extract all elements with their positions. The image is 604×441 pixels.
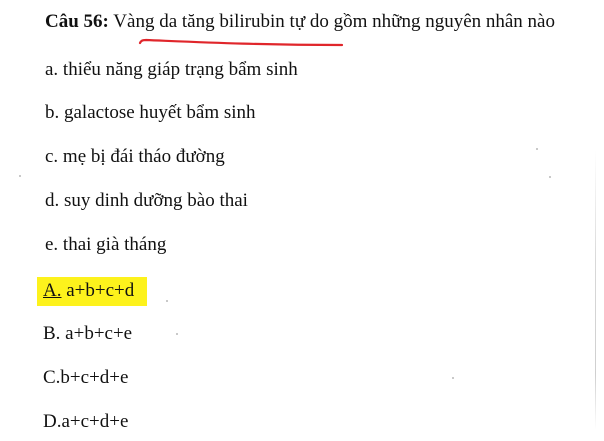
answer-d: D.a+c+d+e xyxy=(43,411,129,432)
question-text: Vàng da tăng bilirubin tự do gồm những nguyên nhân nào xyxy=(113,11,555,32)
scan-speck xyxy=(19,175,21,177)
option-a: a. thiểu năng giáp trạng bẩm sinh xyxy=(45,59,298,80)
scan-speck xyxy=(452,377,454,379)
scan-speck xyxy=(166,300,168,302)
answer-b: B. a+b+c+e xyxy=(43,323,133,344)
question-heading xyxy=(45,10,555,34)
question-number: Câu 56: xyxy=(45,11,109,32)
scan-speck xyxy=(176,333,178,335)
answer-c: C.b+c+d+e xyxy=(43,367,129,388)
answer-a-selected xyxy=(43,279,134,303)
option-e: e. thai già tháng xyxy=(45,234,167,255)
answer-a-letter: A. xyxy=(43,280,62,301)
option-b: b. galactose huyết bẩm sinh xyxy=(45,102,256,123)
scan-edge-shadow xyxy=(595,150,596,430)
answer-a-text: a+b+c+d xyxy=(66,280,135,301)
option-d: d. suy dinh dưỡng bào thai xyxy=(45,190,248,211)
option-c: c. mẹ bị đái tháo đường xyxy=(45,146,225,167)
red-underline-mark xyxy=(136,33,346,49)
scan-speck xyxy=(549,176,551,178)
scan-speck xyxy=(536,148,538,150)
